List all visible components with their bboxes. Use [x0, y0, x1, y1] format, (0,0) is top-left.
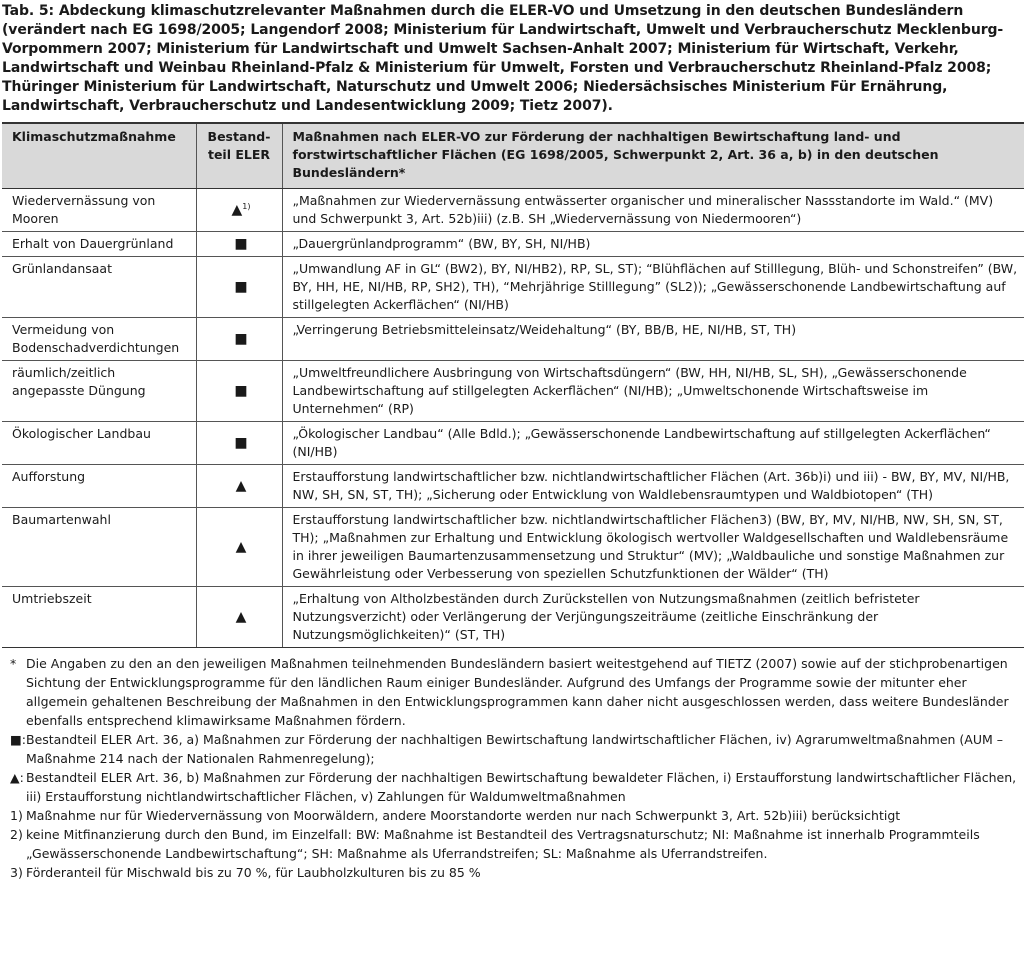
measure-description-cell: „Dauergrünlandprogramm“ (BW, BY, SH, NI/HB): [282, 232, 1024, 257]
footnote-mark: 1): [10, 808, 23, 823]
square-symbol-icon: ■: [234, 236, 248, 252]
eler-symbol-cell: [196, 232, 282, 257]
measure-description-cell: „Verringerung Betriebsmitteleinsatz/Weidehaltung“ (BY, BB/B, HE, NI/HB, ST, TH): [282, 318, 1024, 361]
footnote-text: keine Mitfinanzierung durch den Bund, im Einzelfall: BW: Maßnahme ist Bestandteil des Vertragsnaturschutz; NI: Maßnahme ist innerhalb Programmteils „Gewässerschonende Landbewirtschaftung“; SH: Maßnahme als Uferrandstreifen; SL: Maßnahme als Uferrandstreifen.: [26, 827, 980, 861]
measure-cell: Wiedervernässung von Mooren: [2, 189, 196, 232]
triangle-symbol-icon: ▲: [231, 202, 243, 218]
measure-description-cell: Erstaufforstung landwirtschaftlicher bzw. nichtlandwirtschaftlicher Flächen3) (BW, BY, MV, NI/HB, NW, SH, SN, ST, TH); „Maßnahmen zur Erhaltung und Entwicklung ökologisch wertvoller Waldgesellschaften und Waldlebensräume in ihrer jeweiligen Baumartenzusammensetzung und Struktur“ (MV); „Waldbauliche und sonstige Maßnahmen zur Gewährleistung oder Verbesserung von speziellen Schutzfunktionen der Wälder“ (TH): [282, 508, 1024, 587]
footnote-text: Maßnahme nur für Wiedervernässung von Moorwäldern, andere Moorstandorte werden nur nach Schwerpunkt 3, Art. 52b)iii) berücksichtigt: [26, 808, 901, 823]
measure-description-cell: „Umweltfreundlichere Ausbringung von Wirtschaftsdüngern“ (BW, HH, NI/HB, SL, SH), „Gewässerschonende Landbewirtschaftung auf stillgelegten Ackerflächen“ (NI/HB); „Umweltschonende Wirtschaftsweise im Unternehmen“ (RP): [282, 361, 1024, 422]
table-row: [2, 318, 1024, 361]
square-symbol-icon: ■: [234, 331, 248, 347]
measure-cell: Ökologischer Landbau: [2, 422, 196, 465]
measure-description-cell: „Erhaltung von Altholzbeständen durch Zurückstellen von Nutzungsmaßnahmen (zeitlich befristeter Nutzungsverzicht) oder Verlängerung der Verjüngungszeiträume (zeitliche Einschränkung der Nutzungsmöglichkeiten)“ (ST, TH): [282, 587, 1024, 648]
header-description: Maßnahmen nach ELER-VO zur Förderung der nachhaltigen Bewirtschaftung land- und forstwirtschaftlicher Flächen (EG 1698/2005, Schwerpunkt 2, Art. 36 a, b) in den deutschen Bundesländern*: [282, 123, 1024, 189]
footnote: [2, 654, 1022, 730]
table-row: [2, 587, 1024, 648]
footnote: [2, 863, 1022, 882]
measure-description-cell: Erstaufforstung landwirtschaftlicher bzw. nichtlandwirtschaftlicher Flächen (Art. 36b)i) und iii) - BW, BY, MV, NI/HB, NW, SH, SN, ST, TH); „Sicherung oder Entwicklung von Waldlebensraumtypen und Waldbiotopen“ (TH): [282, 465, 1024, 508]
measure-cell: Vermeidung von Bodenschadverdichtungen: [2, 318, 196, 361]
table-row: [2, 422, 1024, 465]
measure-cell: Baumartenwahl: [2, 508, 196, 587]
table-row: [2, 508, 1024, 587]
square-symbol-icon: ■: [234, 279, 248, 295]
triangle-symbol-icon: ▲: [235, 478, 247, 494]
eler-symbol-cell: [196, 587, 282, 648]
header-eler: Bestand-teil ELER: [196, 123, 282, 189]
measure-description-cell: „Ökologischer Landbau“ (Alle Bdld.); „Gewässerschonende Landbewirtschaftung auf stillgelegten Ackerflächen“ (NI/HB): [282, 422, 1024, 465]
table-row: [2, 361, 1024, 422]
eler-symbol-cell: [196, 189, 282, 232]
measure-cell: räumlich/zeitlich angepasste Düngung: [2, 361, 196, 422]
triangle-symbol-icon: ▲: [235, 539, 247, 555]
square-symbol-icon: ■: [234, 435, 248, 451]
eler-symbol-cell: [196, 508, 282, 587]
table-header-row: [2, 123, 1024, 189]
eler-symbol-cell: [196, 257, 282, 318]
measure-cell: Aufforstung: [2, 465, 196, 508]
footnote-ref: 1): [242, 201, 251, 211]
footnote-text: Die Angaben zu den an den jeweiligen Maßnahmen teilnehmenden Bundesländern basiert weitestgehend auf TIETZ (2007) sowie auf der stichprobenartigen Sichtung der Entwicklungsprogramme für den ländlichen Raum einiger Bundesländer. Aufgrund des Umfangs der Programme sowie der mitunter eher allgemein gehaltenen Beschreibung der Maßnahmen in den Entwicklungsprogrammen kann daher nicht ausgeschlossen werden, dass weitere Bundesländer ebenfalls entsprechend klimawirksame Maßnahmen fördern.: [26, 656, 1009, 728]
eler-symbol-cell: [196, 361, 282, 422]
eler-symbol-cell: [196, 318, 282, 361]
table-row: [2, 189, 1024, 232]
measure-description-cell: „Maßnahmen zur Wiedervernässung entwässerter organischer und mineralischer Nassstandorte im Wald.“ (MV) und Schwerpunkt 3, Art. 52b)iii) (z.B. SH „Wiedervernässung von Niedermooren“): [282, 189, 1024, 232]
footnote-mark: *: [10, 656, 17, 671]
eler-symbol-cell: [196, 465, 282, 508]
footnote: [2, 768, 1022, 806]
table-caption: Tab. 5: Abdeckung klimaschutzrelevanter Maßnahmen durch die ELER-VO und Umsetzung in den deutschen Bundesländern (verändert nach EG 1698/2005; Langendorf 2008; Ministerium für Landwirtschaft, Umwelt und Verbraucherschutz Mecklenburg-Vorpommern 2007; Ministerium für Landwirtschaft und Umwelt Sachsen-Anhalt 2007; Ministerium für Wirtschaft, Verkehr, Landwirtschaft und Weinbau Rheinland-Pfalz & Ministerium für Umwelt, Forsten und Verbraucherschutz Rheinland-Pfalz 2008; Thüringer Ministerium für Landwirtschaft, Naturschutz und Umwelt 2006; Niedersächsisches Ministerium Für Ernährung, Landwirtschaft, Verbraucherschutz und Landesentwicklung 2009; Tietz 2007).: [2, 3, 1004, 114]
table-row: [2, 465, 1024, 508]
triangle-symbol-icon: ▲: [235, 609, 247, 625]
eler-symbol-cell: [196, 422, 282, 465]
square-symbol-icon: ■: [234, 383, 248, 399]
footnote-text: Bestandteil ELER Art. 36, b) Maßnahmen zur Förderung der nachhaltigen Bewirtschaftung bewaldeter Flächen, i) Erstaufforstung landwirtschaftlicher Flächen, iii) Erstaufforstung nichtlandwirtschaftlicher Flächen, v) Zahlungen für Waldumweltmaßnahmen: [26, 770, 1017, 804]
footnotes: [2, 654, 1022, 882]
footnote-text: Bestandteil ELER Art. 36, a) Maßnahmen zur Förderung der nachhaltigen Bewirtschaftung landwirtschaftlicher Flächen, iv) Agrarumweltmaßnahmen (AUM – Maßnahme 214 nach der Nationalen Rahmenregelung);: [26, 732, 1003, 766]
header-measure: Klimaschutzmaßnahme: [2, 123, 196, 189]
measure-cell: Erhalt von Dauergrünland: [2, 232, 196, 257]
footnote-mark: ▲:: [10, 770, 24, 785]
table-row: [2, 257, 1024, 318]
footnote-text: Förderanteil für Mischwald bis zu 70 %, für Laubholzkulturen bis zu 85 %: [26, 865, 481, 880]
footnote: [2, 730, 1022, 768]
measures-table: [2, 122, 1024, 648]
measure-description-cell: „Umwandlung AF in GL“ (BW2), BY, NI/HB2), RP, SL, ST); “Blühflächen auf Stilllegung, Blüh- und Schonstreifen” (BW, BY, HH, HE, NI/HB, RP, SH2), TH), “Mehrjährige Stilllegung” (SL2)); „Gewässerschonende Landbewirtschaftung auf stillgelegten Ackerflächen“ (NI/HB): [282, 257, 1024, 318]
footnote-mark: 3): [10, 865, 23, 880]
footnote: [2, 806, 1022, 825]
footnote-mark: ■:: [10, 732, 27, 747]
measure-cell: Umtriebszeit: [2, 587, 196, 648]
footnote: [2, 825, 1022, 863]
measure-cell: Grünlandansaat: [2, 257, 196, 318]
table-row: [2, 232, 1024, 257]
footnote-mark: 2): [10, 827, 23, 842]
